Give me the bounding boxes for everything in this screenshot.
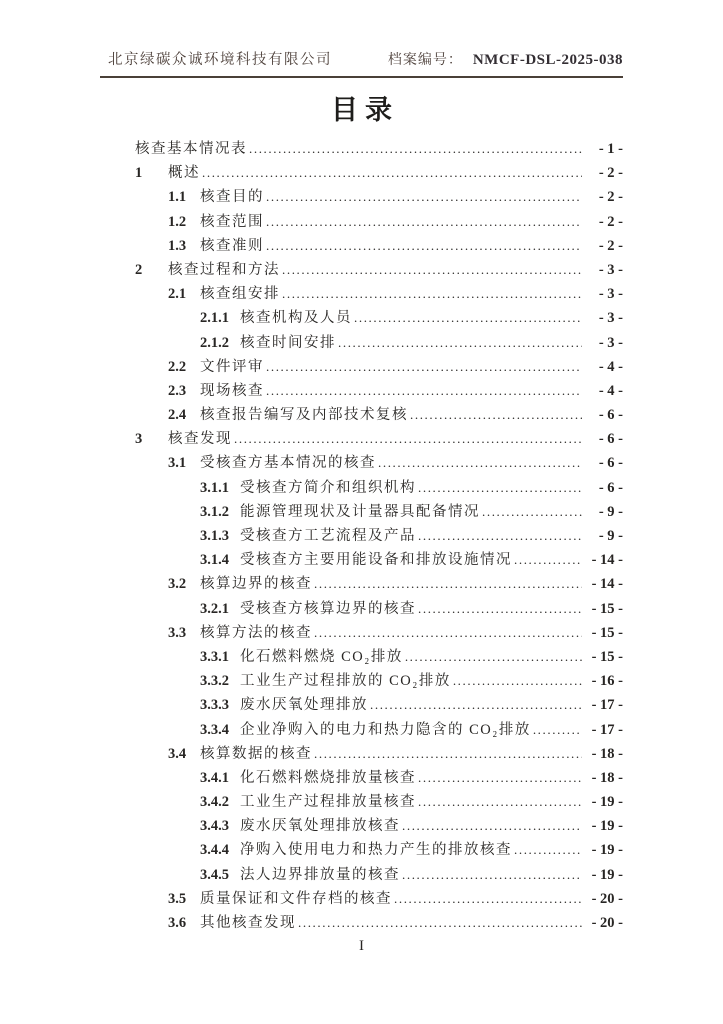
toc-entry[interactable] <box>100 621 623 645</box>
toc-entry-number: 3.3 <box>168 624 187 641</box>
toc-entry[interactable] <box>100 790 623 814</box>
toc-entry-title: 化石燃料燃烧 CO₂排放 <box>240 648 403 665</box>
toc-entry-number: 1.1 <box>168 189 187 206</box>
toc-entry[interactable] <box>100 524 623 548</box>
toc-leader-dots <box>266 210 582 234</box>
toc-entry-title: 核查范围 <box>200 213 264 230</box>
toc-entry-number: 1.3 <box>168 237 187 254</box>
toc-entry[interactable] <box>100 234 623 258</box>
toc-leader-dots <box>418 476 582 500</box>
toc-entry-title: 受核查方简介和组织机构 <box>240 479 416 496</box>
toc-entry-number: 3.3.2 <box>200 673 229 690</box>
toc-entry-page: - 9 - <box>598 528 623 544</box>
toc-entry-number: 3 <box>135 431 143 448</box>
toc-entry[interactable] <box>100 476 623 500</box>
toc-entry[interactable] <box>100 306 623 330</box>
toc-entry-page: - 6 - <box>598 407 623 424</box>
archive-number-value: NMCF-DSL-2025-038 <box>472 52 623 68</box>
toc-entry-page: - 3 - <box>598 286 623 303</box>
toc-entry-page: - 4 - <box>598 382 623 399</box>
toc-leader-dots <box>418 597 582 621</box>
toc-entry[interactable] <box>100 331 623 355</box>
toc-entry-title: 核算数据的核查 <box>200 745 312 762</box>
toc-entry-number: 3.1.1 <box>200 479 229 496</box>
toc-entry-page: - 18 - <box>591 769 623 786</box>
toc-entry-title: 其他核查发现 <box>200 915 296 931</box>
toc-leader-dots <box>418 524 582 548</box>
toc-entry-title: 废水厌氧处理排放核查 <box>240 818 400 835</box>
toc-entry-page: - 18 - <box>591 745 623 762</box>
toc-entry-page: - 15 - <box>591 600 623 617</box>
toc-entry-page: - 6 - <box>598 455 623 472</box>
toc-leader-dots <box>298 911 582 935</box>
toc-entry-page: - 17 - <box>591 697 623 714</box>
toc-entry-number: 3.3.3 <box>200 697 229 714</box>
toc-entry-title: 核查机构及人员 <box>240 310 352 327</box>
toc-leader-dots <box>378 451 582 475</box>
toc-entry[interactable] <box>100 500 623 524</box>
toc-leader-dots <box>514 548 582 572</box>
toc-entry-page: - 14 - <box>591 576 623 593</box>
toc-entry-title: 净购入使用电力和热力产生的排放核查 <box>240 842 512 859</box>
toc-entry-number: 3.1.2 <box>200 503 229 520</box>
toc-entry-title: 质量保证和文件存档的核查 <box>200 890 392 907</box>
toc-entry[interactable] <box>100 766 623 790</box>
toc-leader-dots <box>453 669 582 693</box>
toc-entry-title: 工业生产过程排放量核查 <box>240 794 416 811</box>
toc-leader-dots <box>370 693 582 717</box>
toc-entry-page: - 14 - <box>591 552 623 569</box>
toc-entry-number: 3.4.2 <box>200 794 229 811</box>
toc-entry[interactable] <box>100 427 623 451</box>
toc-leader-dots <box>402 863 582 887</box>
toc-entry[interactable] <box>100 282 623 306</box>
toc-entry-title: 文件评审 <box>200 358 264 375</box>
toc-entry-page: - 9 - <box>598 503 623 520</box>
toc-entry-page: - 1 - <box>598 141 623 157</box>
toc-entry-page: - 2 - <box>598 165 623 182</box>
toc-leader-dots <box>354 306 582 330</box>
toc-entry-title: 受核查方工艺流程及产品 <box>240 528 416 544</box>
toc-entry-page: - 17 - <box>591 721 623 738</box>
toc-entry-page: - 19 - <box>591 842 623 859</box>
toc-leader-dots <box>266 379 582 403</box>
archive-number-label: 档案编号： <box>387 53 463 68</box>
toc-entry-number: 3.4.1 <box>200 769 229 786</box>
toc-leader-dots <box>282 258 582 282</box>
toc-entry-title: 核查报告编写及内部技术复核 <box>200 407 408 424</box>
toc-entry-page: - 19 - <box>591 818 623 835</box>
toc-entry-title: 核查准则 <box>200 237 264 254</box>
toc-leader-dots <box>282 282 582 306</box>
toc-leader-dots <box>314 572 582 596</box>
toc-entry[interactable] <box>100 887 623 911</box>
toc-entry-title: 企业净购入的电力和热力隐含的 CO₂排放 <box>240 721 531 738</box>
toc-entry-title: 核查目的 <box>200 189 264 206</box>
toc-entry-number: 2.1.2 <box>200 334 229 351</box>
toc-entry-title: 受核查方基本情况的核查 <box>200 455 376 472</box>
toc-leader-dots <box>266 185 582 209</box>
toc-entry-title: 现场核查 <box>200 382 264 399</box>
toc-entry[interactable] <box>100 742 623 766</box>
toc-list <box>100 137 623 935</box>
toc-entry[interactable] <box>100 693 623 717</box>
toc-entry[interactable] <box>100 863 623 887</box>
toc-entry-number: 3.4.3 <box>200 818 229 835</box>
toc-leader-dots <box>533 718 582 742</box>
toc-entry-page: - 19 - <box>591 866 623 883</box>
toc-leader-dots <box>394 887 582 911</box>
toc-entry[interactable] <box>100 838 623 862</box>
toc-entry-number: 2.4 <box>168 407 187 424</box>
toc-entry-number: 1 <box>135 165 143 182</box>
toc-entry-page: - 2 - <box>598 237 623 254</box>
toc-entry[interactable] <box>100 451 623 475</box>
toc-entry[interactable] <box>100 403 623 427</box>
toc-entry[interactable] <box>100 161 623 185</box>
toc-leader-dots <box>418 766 582 790</box>
toc-entry-page: - 3 - <box>598 261 623 278</box>
toc-entry-page: - 16 - <box>591 673 623 690</box>
toc-leader-dots <box>234 427 582 451</box>
toc-entry[interactable] <box>100 645 623 669</box>
toc-entry-number: 3.2 <box>168 576 187 593</box>
toc-entry[interactable] <box>100 597 623 621</box>
toc-entry-number: 2 <box>135 261 143 278</box>
toc-entry-page: - 3 - <box>598 310 623 327</box>
toc-leader-dots <box>405 645 582 669</box>
toc-entry-page: - 2 - <box>598 213 623 230</box>
toc-entry-number: 3.1.4 <box>200 552 229 569</box>
toc-entry-number: 3.4 <box>168 745 187 762</box>
toc-page-title: 目录 <box>331 95 399 125</box>
toc-entry-title: 受核查方主要用能设备和排放设施情况 <box>240 552 512 569</box>
toc-entry-title: 核查组安排 <box>200 286 280 303</box>
archive-number-group <box>388 49 623 69</box>
toc-entry-number: 1.2 <box>168 213 187 230</box>
toc-entry-title: 概述 <box>168 165 200 182</box>
toc-leader-dots <box>418 790 582 814</box>
toc-entry[interactable] <box>100 572 623 596</box>
toc-entry-title: 受核查方核算边界的核查 <box>240 600 416 617</box>
toc-entry[interactable] <box>100 548 623 572</box>
toc-leader-dots <box>266 355 582 379</box>
toc-entry-title: 核查时间安排 <box>240 334 336 351</box>
toc-leader-dots <box>410 403 582 427</box>
toc-entry-number: 2.1 <box>168 286 187 303</box>
toc-entry-title: 核算边界的核查 <box>200 576 312 593</box>
toc-entry-page: - 20 - <box>591 915 623 931</box>
toc-entry[interactable] <box>100 379 623 403</box>
toc-entry[interactable] <box>100 911 623 935</box>
toc-entry-number: 3.2.1 <box>200 600 229 617</box>
toc-entry-page: - 3 - <box>598 334 623 351</box>
toc-leader-dots <box>249 137 582 161</box>
toc-entry[interactable] <box>100 814 623 838</box>
toc-entry[interactable] <box>100 669 623 693</box>
toc-entry-page: - 20 - <box>591 890 623 907</box>
toc-entry-title: 核算方法的核查 <box>200 624 312 641</box>
toc-entry-page: - 15 - <box>591 624 623 641</box>
toc-entry-page: - 4 - <box>598 358 623 375</box>
toc-entry-number: 2.3 <box>168 382 187 399</box>
toc-entry-number: 2.2 <box>168 358 187 375</box>
toc-entry-page: - 6 - <box>598 431 623 448</box>
toc-leader-dots <box>482 500 582 524</box>
toc-entry-page: - 2 - <box>598 189 623 206</box>
toc-entry-number: 3.6 <box>168 915 187 931</box>
toc-entry-number: 3.1 <box>168 455 187 472</box>
toc-entry[interactable] <box>100 210 623 234</box>
toc-entry-title: 核查过程和方法 <box>168 261 280 278</box>
toc-entry-title: 法人边界排放量的核查 <box>240 866 400 883</box>
toc-entry-page: - 19 - <box>591 794 623 811</box>
footer-page-number: I <box>359 938 364 954</box>
toc-entry-number: 3.3.1 <box>200 648 229 665</box>
toc-entry-number: 3.4.5 <box>200 866 229 883</box>
toc-entry-title: 核查发现 <box>168 431 232 448</box>
document-header <box>100 48 623 78</box>
toc-entry[interactable] <box>100 718 623 742</box>
toc-entry-page: - 15 - <box>591 648 623 665</box>
toc-leader-dots <box>266 234 582 258</box>
toc-leader-dots <box>514 838 582 862</box>
toc-entry-title: 能源管理现状及计量器具配备情况 <box>240 503 480 520</box>
toc-entry-number: 3.4.4 <box>200 842 229 859</box>
toc-entry-number: 3.5 <box>168 890 187 907</box>
toc-leader-dots <box>202 161 582 185</box>
toc-entry-title: 废水厌氧处理排放 <box>240 697 368 714</box>
toc-leader-dots <box>402 814 582 838</box>
toc-entry-number: 3.1.3 <box>200 528 229 544</box>
toc-entry-page: - 6 - <box>598 479 623 496</box>
toc-entry-number: 3.3.4 <box>200 721 229 738</box>
toc-entry[interactable] <box>100 137 623 161</box>
toc-leader-dots <box>314 742 582 766</box>
toc-leader-dots <box>314 621 582 645</box>
toc-entry-title: 工业生产过程排放的 CO₂排放 <box>240 673 451 690</box>
toc-entry-title: 化石燃料燃烧排放量核查 <box>240 769 416 786</box>
toc-entry-title: 核查基本情况表 <box>135 141 247 157</box>
toc-entry[interactable] <box>100 258 623 282</box>
toc-leader-dots <box>338 331 582 355</box>
toc-entry[interactable] <box>100 185 623 209</box>
toc-entry-number: 2.1.1 <box>200 310 229 327</box>
company-name: 北京绿碳众诚环境科技有限公司 <box>108 52 332 68</box>
toc-entry[interactable] <box>100 355 623 379</box>
